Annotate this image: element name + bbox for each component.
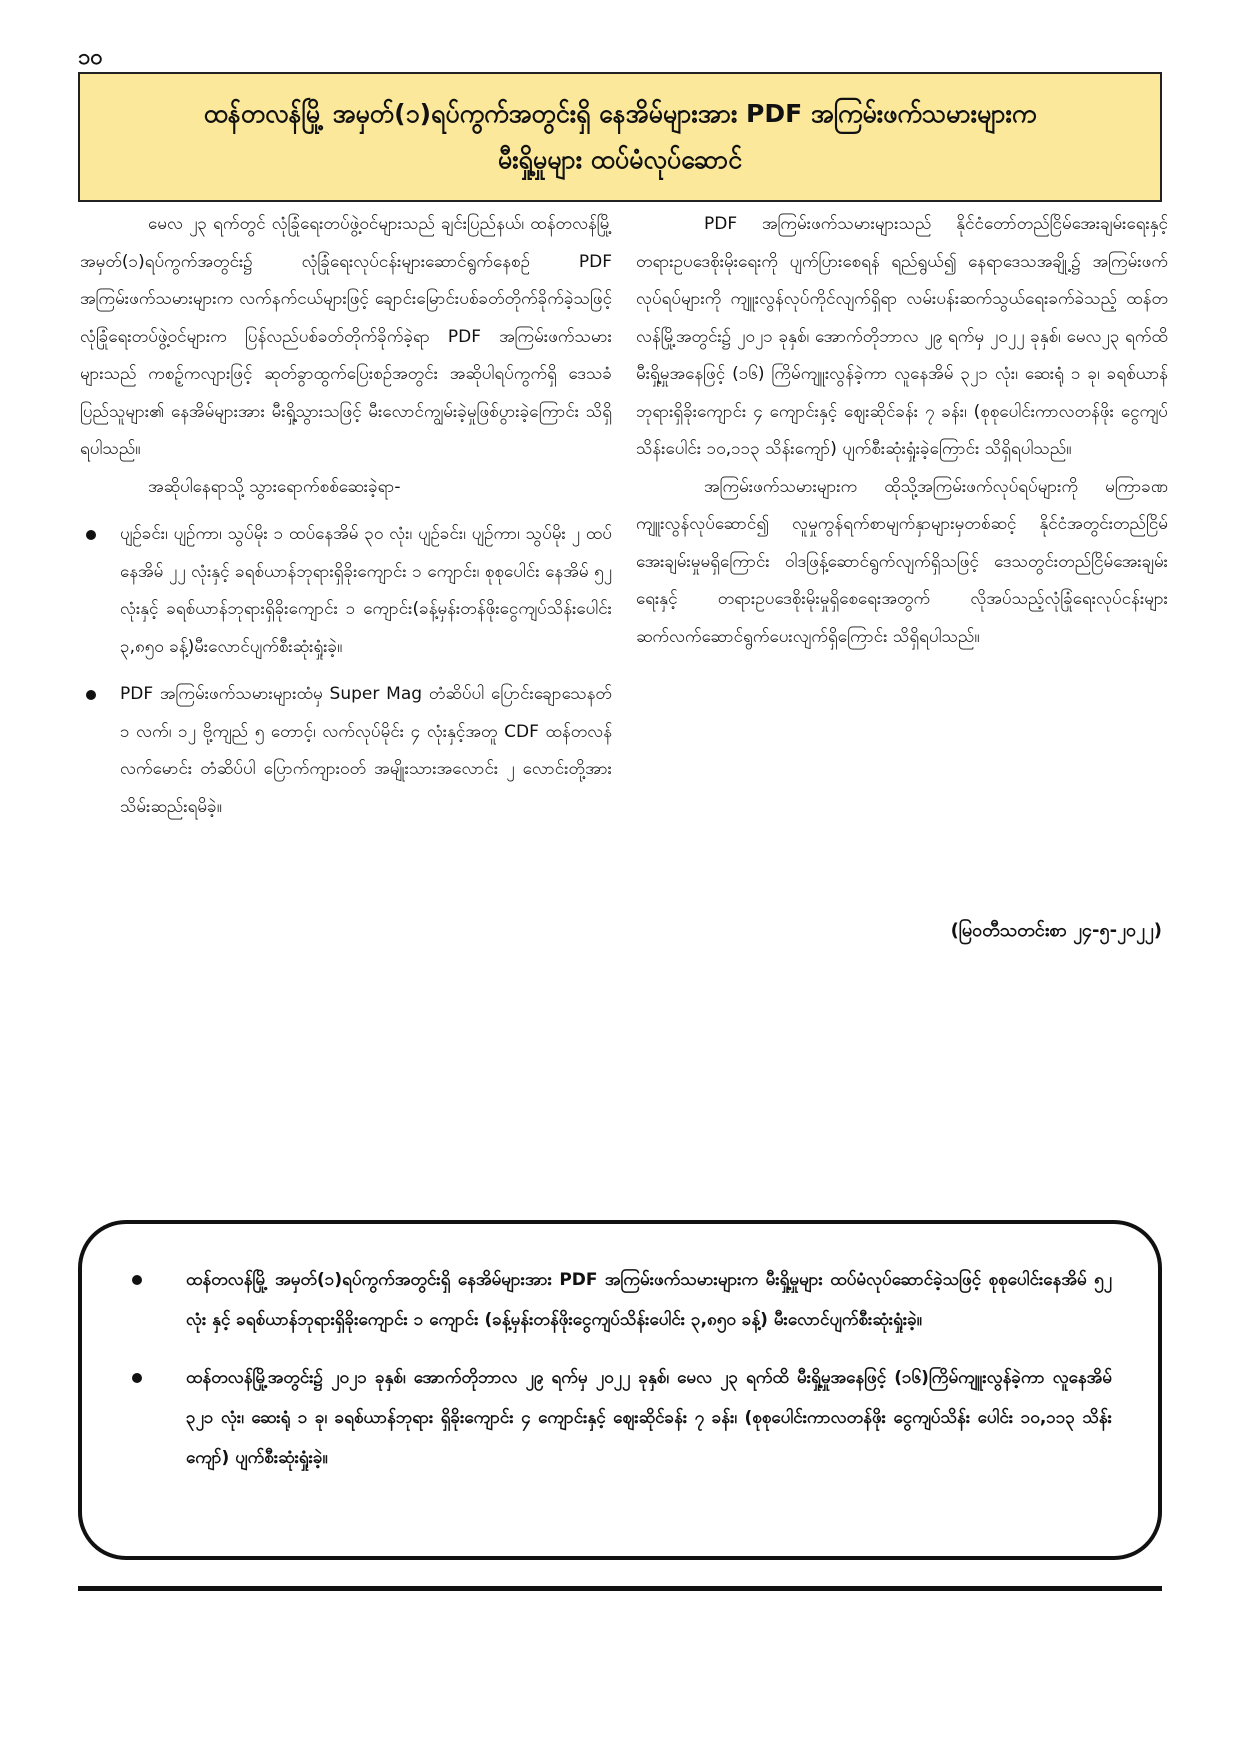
findings-list (80, 516, 612, 826)
finding-item: ပျဉ်ခင်း၊ ပျဉ်ကာ၊ သွပ်မိုး ၁ ထပ်နေအိမ် ၃၀ လုံး၊ ပျဉ်ခင်း၊ ပျဉ်ကာ၊ သွပ်မိုး ၂ ထပ်နေအိမ် ၂၂ လုံးနှင့် ခရစ်ယာန်ဘုရားရှိခိုးကျောင်း ၁ ကျောင်း၊ စုစုပေါင်း နေအိမ် ၅၂ လုံးနှင့် ခရစ်ယာန်ဘုရားရှိခိုးကျောင်း ၁ ကျောင်း(ခန့်မှန်းတန်ဖိုးငွေကျပ်သိန်းပေါင်း ၃,၈၅၀ ခန့်)မီးလောင်ပျက်စီးဆုံးရှုံးခဲ့။ (80, 516, 612, 666)
finding-item: PDF အကြမ်းဖက်သမားများထံမှ Super Mag တံဆိပ်ပါ ပြောင်းချောသေနတ် ၁ လက်၊ ၁၂ ဗို့ကျည် ၅ တောင့်၊ လက်လုပ်မိုင်း ၄ လုံးနှင့်အတူ CDF ထန်တလန် လက်မောင်း တံဆိပ်ပါ ပြောက်ကျားဝတ် အမျိုးသားအလောင်း ၂ လောင်းတို့အား သိမ်းဆည်းရမိခဲ့။ (80, 676, 612, 826)
article-intro-paragraph: မေလ ၂၃ ရက်တွင် လုံခြုံရေးတပ်ဖွဲ့ဝင်များသည် ချင်းပြည်နယ်၊ ထန်တလန်မြို့ အမှတ်(၁)ရပ်ကွက်အတွင်း၌ လုံခြုံရေးလုပ်ငန်းများဆောင်ရွက်နေစဉ် PDF အကြမ်းဖက်သမားများက လက်နက်ငယ်များဖြင့် ချောင်းမြောင်းပစ်ခတ်တိုက်ခိုက်ခဲ့သဖြင့် လုံခြုံရေးတပ်ဖွဲ့ဝင်များက ပြန်လည်ပစ်ခတ်တိုက်ခိုက်ခဲ့ရာ PDF အကြမ်းဖက်သမားများသည် ကစဉ့်ကလျားဖြင့် ဆုတ်ခွာထွက်ပြေးစဉ်အတွင်း အဆိုပါရပ်ကွက်ရှိ ဒေသခံပြည်သူများ၏ နေအိမ်များအား မီးရှို့သွားသဖြင့် မီးလောင်ကျွမ်းခဲ့မှုဖြစ်ပွားခဲ့ကြောင်း သိရှိရပါသည်။ (80, 214, 612, 459)
article-inspection-line: အဆိုပါနေရာသို့ သွားရောက်စစ်ဆေးခဲ့ရာ- (148, 476, 401, 497)
article-column-left (80, 206, 612, 836)
article-continuation-paragraph: PDF အကြမ်းဖက်သမားများသည် နိုင်ငံတော်တည်ငြိမ်အေးချမ်းရေးနှင့် တရားဥပဒေစိုးမိုးရေးကို ပျက်ပြားစေရန် ရည်ရွယ်၍ နေရာဒေသအချို့၌ အကြမ်းဖက်လုပ်ရပ်များကို ကျူးလွန်လုပ်ကိုင်လျက်ရှိရာ လမ်းပန်းဆက်သွယ်ရေးခက်ခဲသည့် ထန်တလန်မြို့အတွင်း၌ ၂၀၂၁ ခုနှစ်၊ အောက်တိုဘာလ ၂၉ ရက်မှ ၂၀၂၂ ခုနှစ်၊ မေလ၂၃ ရက်ထိ မီးရှို့မှုအနေဖြင့် (၁၆) ကြိမ်ကျူးလွန်ခဲ့ကာ လူနေအိမ် ၃၂၁ လုံး၊ ဆေးရုံ ၁ ခု၊ ခရစ်ယာန်ဘုရားရှိခိုးကျောင်း ၄ ကျောင်းနှင့် ဈေးဆိုင်ခန်း ၇ ခန်း၊ (စုစုပေါင်းကာလတန်ဖိုး ငွေကျပ်သိန်းပေါင်း ၁၀,၁၁၃ သိန်းကျော်) ပျက်စီးဆုံးရှုံးခဲ့ကြောင်း သိရှိရပါသည်။ (636, 214, 1168, 459)
bottom-divider (78, 1586, 1162, 1591)
headline-line-1: ထန်တလန်မြို့ အမှတ်(၁)ရပ်ကွက်အတွင်းရှိ နေအိမ်များအား PDF အကြမ်းဖက်သမားများက (203, 99, 1037, 128)
headline-line-2: မီးရှို့မှုများ ထပ်မံလုပ်ဆောင် (497, 145, 743, 174)
page-number: ၁၀ (78, 45, 103, 70)
summary-item: ထန်တလန်မြို့ အမှတ်(၁)ရပ်ကွက်အတွင်းရှိ နေအိမ်များအား PDF အကြမ်းဖက်သမားများက မီးရှို့မှုများ ထပ်မံလုပ်ဆောင်ခဲ့သဖြင့် စုစုပေါင်းနေအိမ် ၅၂ လုံး နှင့် ခရစ်ယာန်ဘုရားရှိခိုးကျောင်း ၁ ကျောင်း (ခန့်မှန်းတန်ဖိုးငွေကျပ်သိန်းပေါင်း ၃,၈၅၀ ခန့်) မီးလောင်ပျက်စီးဆုံးရှုံးခဲ့။ (128, 1260, 1112, 1340)
summary-box (78, 1220, 1162, 1560)
headline-box (78, 72, 1162, 202)
article-column-right (636, 206, 1168, 656)
summary-list (128, 1260, 1112, 1478)
source-citation: (မြဝတီသတင်းစာ ၂၄-၅-၂၀၂၂) (950, 920, 1162, 941)
summary-item: ထန်တလန်မြို့အတွင်း၌ ၂၀၂၁ ခုနှစ်၊ အောက်တိုဘာလ ၂၉ ရက်မှ ၂၀၂၂ ခုနှစ်၊ မေလ ၂၃ ရက်ထိ မီးရှို့မှုအနေဖြင့် (၁၆)ကြိမ်ကျူးလွန်ခဲ့ကာ လူနေအိမ် ၃၂၁ လုံး၊ ဆေးရုံ ၁ ခု၊ ခရစ်ယာန်ဘုရား ရှိခိုးကျောင်း ၄ ကျောင်းနှင့် ဈေးဆိုင်ခန်း ၇ ခန်း၊ (စုစုပေါင်းကာလတန်ဖိုး ငွေကျပ်သိန်း ပေါင်း ၁၀,၁၁၃ သိန်းကျော်) ပျက်စီးဆုံးရှုံးခဲ့။ (128, 1358, 1112, 1478)
article-closing-paragraph: အကြမ်းဖက်သမားများက ထိုသို့အကြမ်းဖက်လုပ်ရပ်များကို မကြာခဏကျူးလွန်လုပ်ဆောင်၍ လူမှုကွန်ရက်စာမျက်နှာများမှတစ်ဆင့် နိုင်ငံအတွင်းတည်ငြိမ် အေးချမ်းမှုမရှိကြောင်း ဝါဒဖြန့်ဆောင်ရွက်လျက်ရှိသဖြင့် ဒေသတွင်းတည်ငြိမ်အေးချမ်းရေးနှင့် တရားဥပဒေစိုးမိုးမှုရှိစေရေးအတွက် လိုအပ်သည့်လုံခြုံရေးလုပ်ငန်းများ ဆက်လက်ဆောင်ရွက်ပေးလျက်ရှိကြောင်း သိရှိရပါသည်။ (636, 476, 1168, 647)
